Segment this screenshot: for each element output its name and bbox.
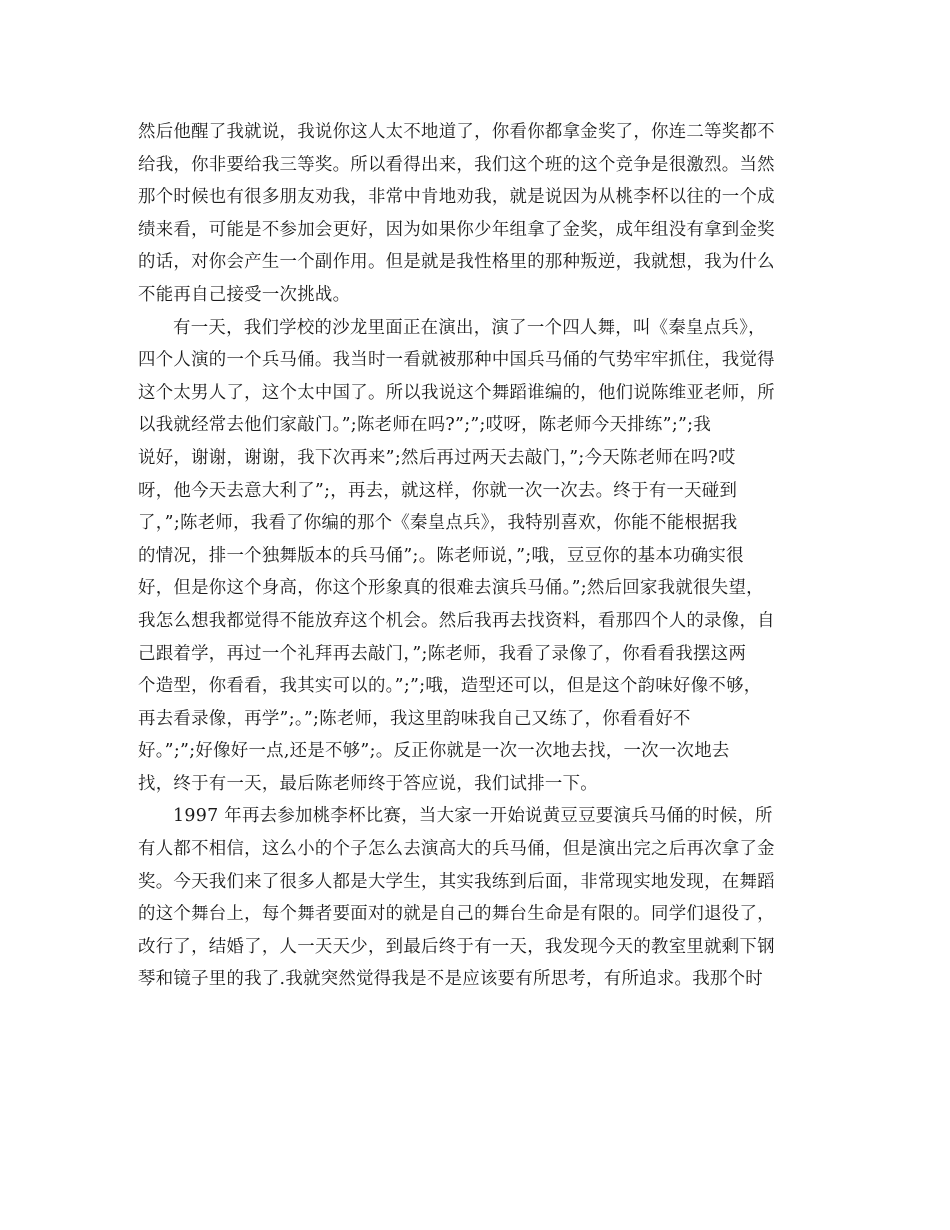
text-line: 给我，你非要给我三等奖。所以看得出来，我们这个班的这个竞争是很激烈。当然 xyxy=(138,154,775,175)
paragraph-2 xyxy=(138,312,818,801)
text-line: 改行了，结婚了，人一天天少，到最后终于有一天，我发现今天的教室里就剩下钢 xyxy=(138,936,775,957)
text-line: 我怎么想我都觉得不能放弃这个机会。然后我再去找资料，看那四个人的录像，自 xyxy=(138,610,775,631)
text-line: 这个太男人了，这个太中国了。所以我说这个舞蹈谁编的，他们说陈维亚老师，所 xyxy=(138,382,775,403)
text-line: 不能再自己接受一次挑战。 xyxy=(138,284,351,305)
text-line: 的情况，排一个独舞版本的兵马俑”;。陈老师说，”;哦，豆豆你的基本功确实很 xyxy=(138,545,744,566)
text-line: 1997 年再去参加桃李杯比赛，当大家一开始说黄豆豆要演兵马俑的时候，所 xyxy=(173,806,773,827)
text-line: 四个人演的一个兵马俑。我当时一看就被那种中国兵马俑的气势牢牢抓住，我觉得 xyxy=(138,350,775,371)
paragraph-3 xyxy=(138,800,818,996)
text-line: 好，但是你这个身高，你这个形象真的很难去演兵马俑。”;然后回家我就很失望， xyxy=(138,578,764,599)
text-line: 那个时候也有很多朋友劝我，非常中肯地劝我，就是说因为从桃李杯以往的一个成 xyxy=(138,187,775,208)
text-line: 个造型，你看看，我其实可以的。”;”;哦，造型还可以，但是这个韵味好像不够， xyxy=(138,676,762,697)
text-line: 的这个舞台上，每个舞者要面对的就是自己的舞台生命是有限的。同学们退役了， xyxy=(138,904,775,925)
text-line: 有人都不相信，这么小的个子怎么去演高大的兵马俑，但是演出完之后再次拿了金 xyxy=(138,839,775,860)
text-line: 好。”;”;好像好一点,还是不够”;。反正你就是一次一次地去找，一次一次地去 xyxy=(138,741,730,762)
text-line: 找，终于有一天，最后陈老师终于答应说，我们试排一下。 xyxy=(138,773,598,794)
text-line: 以我就经常去他们家敲门。”;陈老师在吗?”;”;哎呀，陈老师今天排练”;”;我 xyxy=(138,415,712,436)
text-line: 呀，他今天去意大利了”;，再去，就这样，你就一次一次去。终于有一天碰到 xyxy=(138,480,738,501)
text-line: 己跟着学，再过一个礼拜再去敲门，”;陈老师，我看了录像了，你看看我摆这两 xyxy=(138,643,747,664)
text-line: 奖。今天我们来了很多人都是大学生，其实我练到后面，非常现实地发现，在舞蹈 xyxy=(138,871,775,892)
text-line: 再去看录像，再学”;。”;陈老师，我这里韵味我自己又练了，你看看好不 xyxy=(138,708,691,729)
text-line: 的话，对你会产生一个副作用。但是就是我性格里的那种叛逆，我就想，我为什么 xyxy=(138,252,775,273)
text-line: 说好，谢谢，谢谢，我下次再来”;然后再过两天去敲门，”;今天陈老师在吗?哎 xyxy=(138,447,736,468)
text-line: 了，”;陈老师，我看了你编的那个《秦皇点兵》，我特别喜欢，你能不能根据我 xyxy=(138,513,738,534)
text-line: 琴和镜子里的我了.我就突然觉得我是不是应该要有所思考，有所追求。我那个时 xyxy=(138,969,764,990)
document-body xyxy=(138,116,818,996)
text-line: 有一天，我们学校的沙龙里面正在演出，演了一个四人舞，叫《秦皇点兵》， xyxy=(173,317,766,338)
paragraph-1 xyxy=(138,116,818,312)
text-line: 然后他醒了我就说，我说你这人太不地道了，你看你都拿金奖了，你连二等奖都不 xyxy=(138,122,775,142)
text-line: 绩来看，可能是不参加会更好，因为如果你少年组拿了金奖，成年组没有拿到金奖 xyxy=(138,219,775,240)
